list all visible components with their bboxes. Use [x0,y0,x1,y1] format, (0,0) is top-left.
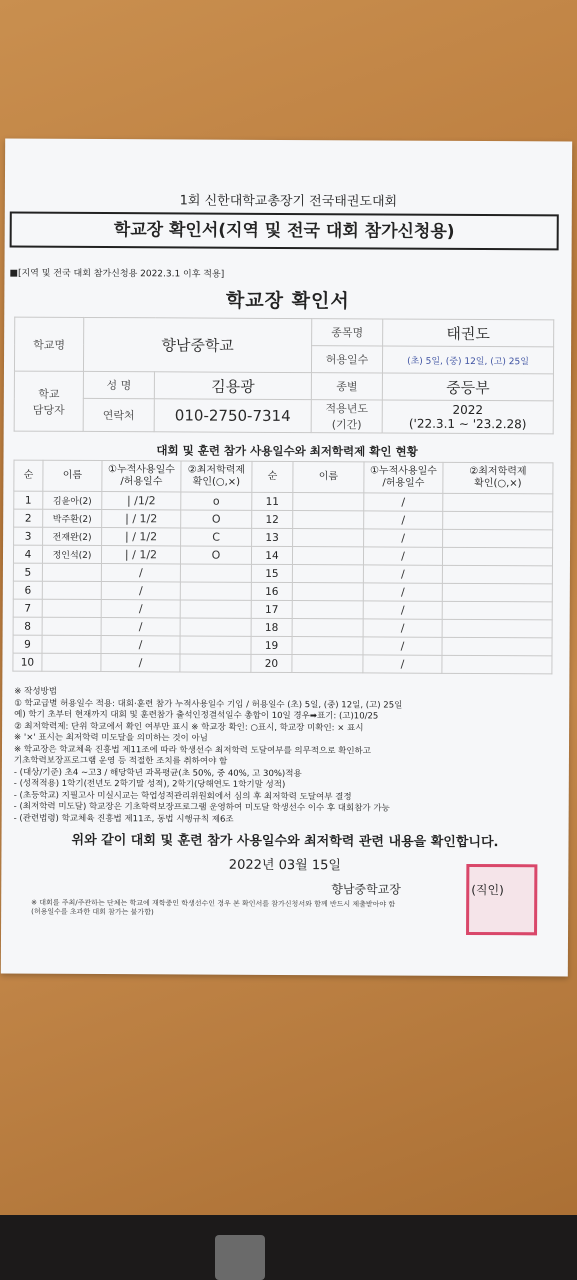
col-min-line2: 확인(○,×) [192,476,241,488]
col-days-line1: ①누적사용일수 [107,464,175,476]
category-label: 종별 [311,373,382,400]
row-days: / [363,547,442,565]
col-no-right: 순 [252,461,293,492]
main-title: 학교장 확인서 [225,289,350,313]
manager-label-line2: 담당자 [32,403,65,417]
year-value [382,400,553,434]
row-days: / [363,619,442,637]
row-check [443,511,553,530]
bag-strap [215,1235,265,1280]
row-no: 11 [252,492,293,510]
row-check [442,655,552,674]
document-paper [1,139,572,977]
row-check [442,583,552,602]
footnote [31,899,395,919]
instruction-line: - (대상/기준) 초4 ~고3 / 해당학년 과목평균(초 50%, 중 40%, 고 30%)적용 [13,767,302,779]
col-min-right [443,462,553,494]
row-no: 14 [251,546,292,564]
row-name [292,601,363,619]
col-days-right-line1: ①누적사용일수 [369,465,437,477]
row-check [442,637,552,656]
row-name [42,617,101,635]
official-seal [466,864,537,935]
year-label [311,400,382,433]
instruction-line: ① 학교급별 허용일수 적용: 대회·훈련 참가 누적사용일수 기입 / 허용일수 (초) 5일, (중) 12일, (고) 25일 [14,698,403,711]
instruction-line: - (초등학교) 지필고사 미실시교는 학업성적관리위원회에서 심의 후 최저학력 도달여부 결정 [13,790,352,802]
row-check [442,619,552,638]
instruction-line: - (관련법령) 학교체육 진흥법 제11조, 동법 시행규칙 제6조 [13,813,234,825]
footnote-line2: (허용일수를 초과한 대회 참가는 불가함) [31,907,154,917]
contact-label: 연락처 [83,398,154,431]
row-check: C [181,528,252,546]
info-table [14,317,555,435]
col-no: 순 [14,460,43,491]
school-value: 향남중학교 [83,317,311,372]
instruction-line: ② 최저학력제: 단위 학교에서 확인 여부만 표시 ※ 학교장 확인: ○표시, 학교장 미확인: × 표시 [14,721,364,733]
row-no: 8 [13,617,42,635]
instruction-line: - (최저학력 미도달) 학교장은 기초학력보장프로그램 운영하여 미도달 학생선수 이수 후 대회참가 가능 [13,801,390,814]
table-row [13,653,552,674]
row-name [292,637,363,655]
form-title-box: 학교장 확인서(지역 및 전국 대회 참가신청용) [10,212,559,251]
row-check [180,636,251,654]
col-min-right-line2: 확인(○,×) [474,477,522,490]
instruction-line: 예) 학기 초부터 현재까지 대회 및 훈련참가 출석인정결석일수 총합이 10일 경우➡표기: (고)10/25 [14,709,379,722]
row-check [442,565,552,584]
row-days: / [363,655,442,673]
row-no: 4 [13,545,42,563]
row-check [180,618,251,636]
allowed-days-label: 허용일수 [311,346,382,373]
status-table [12,460,553,675]
row-name [42,599,101,617]
dark-floor-area [0,1215,577,1280]
row-name [293,493,364,511]
row-days: / [363,583,442,601]
year-value-line1: 2022 [452,402,484,418]
row-name [42,563,101,581]
row-name: 전재완(2) [43,527,102,545]
sport-label: 종목명 [312,319,383,346]
col-days [102,461,181,492]
row-days: / [363,565,442,583]
row-check [180,600,251,618]
row-days: / [101,618,180,636]
contact-value: 010-2750-7314 [154,399,311,433]
allowed-days-value: (초) 5일, (중) 12일, (고) 25일 [382,346,553,374]
row-days: / [101,654,180,672]
row-no: 17 [251,600,292,618]
row-days: / [101,582,180,600]
row-no: 9 [13,635,42,653]
row-days: | / 1/2 [102,528,181,546]
row-name [292,547,363,565]
row-days: / [364,529,443,547]
row-no: 20 [251,654,292,672]
row-check: O [180,546,251,564]
footnote-line1: ※ 대회를 주최/주관하는 단체는 학교에 재학중인 학생선수인 경우 본 확인서를 참가신청서와 함께 반드시 제출받아야 함 [31,898,396,909]
instruction-line: 기초학력보장프로그램 운영 등 적절한 조치를 취하여야 함 [13,755,228,767]
col-days-line2: /허용일수 [120,476,163,488]
instruction-line: ※ 작성방법 [14,686,57,697]
category-value: 중등부 [382,373,553,401]
row-name [292,655,363,673]
row-name: 김윤아(2) [43,491,102,509]
row-days: / [364,493,443,511]
row-no: 16 [251,582,292,600]
row-name [292,565,363,583]
manager-label [14,371,83,431]
applicability-note: ■[지역 및 전국 대회 참가신청용 2022.3.1 이후 적용] [9,268,225,280]
status-section-title: 대회 및 훈련 참가 사용일수와 최저학력제 확인 현황 [156,443,418,459]
row-no: 13 [252,528,293,546]
row-no: 7 [13,599,42,617]
sport-value: 태권도 [383,319,554,347]
row-no: 5 [13,563,42,581]
row-check [442,601,552,620]
row-name [293,511,364,529]
row-no: 19 [251,636,292,654]
row-no: 1 [14,491,43,509]
row-check [442,547,552,566]
row-check [443,529,553,548]
row-check: O [181,510,252,528]
row-name [42,653,101,671]
row-no: 6 [13,581,42,599]
row-name [292,619,363,637]
seal-label: (직인) [471,882,504,898]
row-no: 15 [251,564,292,582]
row-check [443,493,553,512]
closing-statement: 위와 같이 대회 및 훈련 참가 사용일수와 최저학력 관련 내용을 확인합니다. [71,832,499,851]
row-no: 2 [14,509,43,527]
col-min-line1: ②최저학력제 [187,464,246,476]
row-days: | / 1/2 [101,546,180,564]
row-check [180,654,251,672]
row-days: | / 1/2 [102,510,181,528]
col-name-right: 이름 [293,462,364,493]
row-days: / [101,636,180,654]
row-days: / [101,564,180,582]
manager-label-line1: 학교 [38,387,60,401]
row-days: / [363,637,442,655]
signer: 향남중학교장 [331,882,401,897]
instruction-line: ※ 학교장은 학교체육 진흥법 제11조에 따라 학생선수 최저학력 도달여부를 의무적으로 확인하고 [13,744,371,756]
row-name: 박주환(2) [43,509,102,527]
row-name [42,581,101,599]
row-days: | /1/2 [102,492,181,510]
col-min-right-line1: ②최저학력제 [469,465,527,478]
row-days: / [364,511,443,529]
year-value-line2: ('22.3.1 ~ '23.2.28) [408,416,527,432]
row-name [292,583,363,601]
row-name [42,635,101,653]
row-no: 18 [251,618,292,636]
col-name: 이름 [43,460,102,491]
row-check [180,582,251,600]
row-no: 12 [252,510,293,528]
col-days-right [364,462,443,493]
row-check: o [181,492,252,510]
row-no: 10 [13,653,42,671]
row-name: 정인석(2) [42,545,101,563]
issue-date: 2022년 03월 15일 [228,857,341,874]
row-no: 3 [14,527,43,545]
name-label: 성 명 [83,371,154,398]
name-value: 김용광 [154,372,311,400]
school-label: 학교명 [14,317,83,371]
row-name [293,529,364,547]
col-min [181,461,252,492]
year-label-line1: 적용년도 [325,402,369,416]
col-days-right-line2: /허용일수 [382,477,425,489]
row-check [180,564,251,582]
year-label-line2: (기간) [331,418,362,432]
instruction-line: - (성적적용) 1학기(전년도 2학기말 성적), 2학기(당해연도 1학기말 성적) [13,778,286,790]
instruction-line: ※ '×' 표시는 최저학력 미도달을 의미하는 것이 아님 [14,732,208,744]
event-title: 1회 신한대학교총장기 전국태권도대회 [179,193,398,210]
row-days: / [101,600,180,618]
row-days: / [363,601,442,619]
